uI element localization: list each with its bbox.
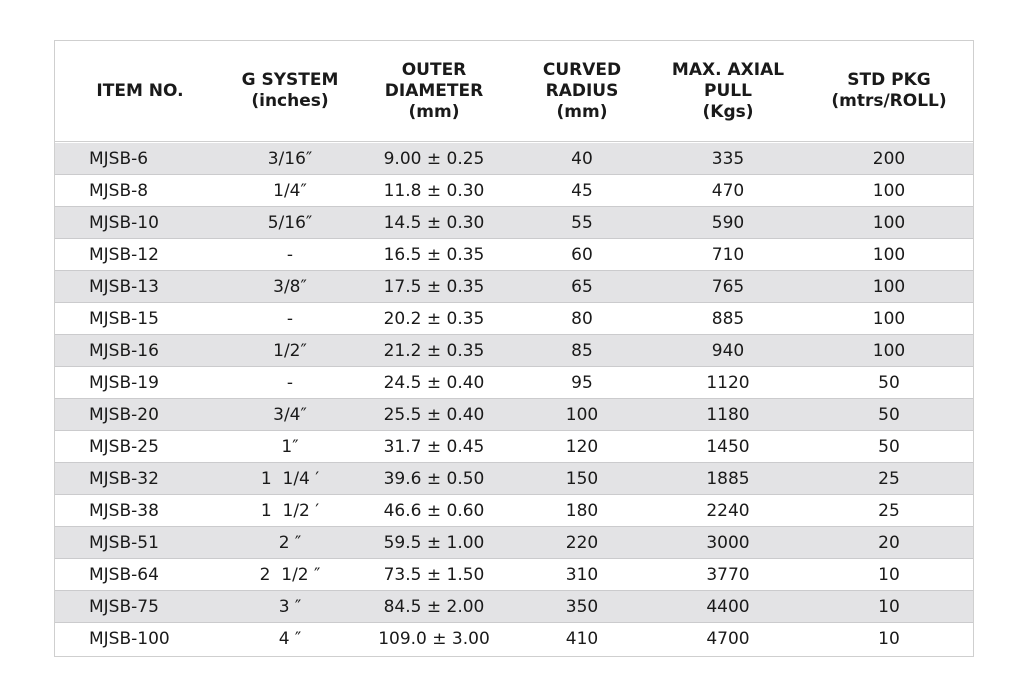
cell-max-axial-pull: 1180 [706, 404, 750, 425]
cell-max-axial-pull: 1120 [706, 372, 750, 393]
table-row [55, 623, 973, 655]
cell-max-axial-pull: 1450 [706, 436, 750, 457]
cell-curved-radius: 60 [571, 244, 593, 265]
table-row [55, 367, 973, 399]
cell-curved-radius: 410 [565, 629, 599, 649]
cell-curved-radius: 85 [571, 340, 593, 361]
cell-g-system: - [286, 372, 294, 393]
table-row [55, 591, 973, 623]
cell-curved-radius: 220 [565, 532, 599, 553]
cell-std-pkg: 10 [878, 629, 900, 649]
cell-std-pkg: 50 [878, 404, 900, 425]
cell-std-pkg: 25 [878, 468, 900, 489]
header-item-no: ITEM NO. [96, 80, 184, 101]
cell-std-pkg: 50 [878, 436, 900, 457]
cell-max-axial-pull: 2240 [706, 500, 750, 521]
cell-curved-radius: 120 [565, 436, 599, 457]
header-std-pkg: STD PKG (mtrs/ROLL) [831, 70, 947, 111]
table-row [55, 559, 973, 591]
cell-curved-radius: 65 [571, 276, 593, 297]
cell-outer-diameter: 9.00 ± 0.25 [383, 148, 485, 169]
cell-curved-radius: 80 [571, 308, 593, 329]
cell-outer-diameter: 39.6 ± 0.50 [383, 468, 485, 489]
cell-g-system: - [286, 308, 294, 329]
cell-curved-radius: 40 [571, 148, 593, 169]
cell-outer-diameter: 16.5 ± 0.35 [383, 244, 485, 265]
cell-outer-diameter: 24.5 ± 0.40 [383, 372, 485, 393]
cell-item-no: MJSB-10 [89, 212, 159, 233]
cell-std-pkg: 20 [878, 532, 900, 553]
cell-max-axial-pull: 3000 [706, 532, 750, 553]
table-row [55, 239, 973, 271]
table-row [55, 527, 973, 559]
cell-item-no: MJSB-64 [89, 564, 159, 585]
cell-curved-radius: 100 [565, 404, 599, 425]
cell-g-system: 3/16″ [267, 148, 313, 169]
cell-g-system: 2 1/2 ″ [259, 564, 321, 585]
table-row [55, 463, 973, 495]
cell-item-no: MJSB-6 [89, 148, 149, 169]
table-row [55, 143, 973, 175]
cell-g-system: 1/4″ [273, 180, 307, 201]
cell-g-system: - [286, 244, 294, 265]
cell-g-system: 1 1/2 ′ [260, 500, 320, 521]
cell-outer-diameter: 73.5 ± 1.50 [383, 564, 485, 585]
cell-item-no: MJSB-13 [89, 276, 159, 297]
cell-item-no: MJSB-100 [89, 629, 170, 649]
cell-item-no: MJSB-75 [89, 596, 159, 617]
cell-std-pkg: 10 [878, 564, 900, 585]
table-row [55, 495, 973, 527]
cell-outer-diameter: 109.0 ± 3.00 [378, 629, 490, 649]
cell-g-system: 1 1/4 ′ [260, 468, 320, 489]
cell-g-system: 3 ″ [278, 596, 302, 617]
cell-g-system: 1″ [281, 436, 299, 457]
cell-max-axial-pull: 590 [711, 212, 745, 233]
cell-curved-radius: 310 [565, 564, 599, 585]
header-g-system: G SYSTEM (inches) [241, 70, 339, 111]
cell-std-pkg: 10 [878, 596, 900, 617]
cell-outer-diameter: 21.2 ± 0.35 [383, 340, 485, 361]
cell-std-pkg: 100 [872, 308, 906, 329]
cell-outer-diameter: 14.5 ± 0.30 [383, 212, 485, 233]
cell-item-no: MJSB-12 [89, 244, 159, 265]
cell-item-no: MJSB-38 [89, 500, 159, 521]
cell-max-axial-pull: 885 [711, 308, 745, 329]
cell-curved-radius: 350 [565, 596, 599, 617]
cell-g-system: 1/2″ [273, 340, 307, 361]
cell-max-axial-pull: 335 [711, 148, 745, 169]
cell-std-pkg: 50 [878, 372, 900, 393]
cell-curved-radius: 150 [565, 468, 599, 489]
table-row [55, 335, 973, 367]
table-row [55, 207, 973, 239]
header-curved-radius: CURVED RADIUS (mm) [542, 59, 622, 122]
cell-curved-radius: 95 [571, 372, 593, 393]
cell-std-pkg: 100 [872, 276, 906, 297]
cell-g-system: 3/4″ [273, 404, 307, 425]
table-row [55, 271, 973, 303]
header-max-axial-pull: MAX. AXIAL PULL (Kgs) [671, 59, 785, 122]
cell-curved-radius: 55 [571, 212, 593, 233]
cell-g-system: 3/8″ [273, 276, 307, 297]
cell-item-no: MJSB-15 [89, 308, 159, 329]
cell-item-no: MJSB-20 [89, 404, 159, 425]
cell-outer-diameter: 46.6 ± 0.60 [383, 500, 485, 521]
cell-outer-diameter: 11.8 ± 0.30 [383, 180, 485, 201]
cell-g-system: 2 ″ [278, 532, 302, 553]
cell-outer-diameter: 17.5 ± 0.35 [383, 276, 485, 297]
cell-g-system: 4 ″ [278, 629, 302, 649]
table-row [55, 175, 973, 207]
cell-outer-diameter: 25.5 ± 0.40 [383, 404, 485, 425]
cell-max-axial-pull: 4400 [706, 596, 750, 617]
table-body [55, 143, 973, 655]
cell-g-system: 5/16″ [267, 212, 313, 233]
cell-max-axial-pull: 710 [711, 244, 745, 265]
cell-curved-radius: 180 [565, 500, 599, 521]
table-row [55, 431, 973, 463]
cell-outer-diameter: 31.7 ± 0.45 [383, 436, 485, 457]
cell-item-no: MJSB-32 [89, 468, 159, 489]
cell-outer-diameter: 84.5 ± 2.00 [383, 596, 485, 617]
cell-outer-diameter: 59.5 ± 1.00 [383, 532, 485, 553]
cell-std-pkg: 100 [872, 340, 906, 361]
cell-outer-diameter: 20.2 ± 0.35 [383, 308, 485, 329]
cell-std-pkg: 25 [878, 500, 900, 521]
cell-item-no: MJSB-8 [89, 180, 149, 201]
cell-item-no: MJSB-16 [89, 340, 159, 361]
table-header-row [55, 41, 973, 142]
cell-curved-radius: 45 [571, 180, 593, 201]
cell-max-axial-pull: 470 [711, 180, 745, 201]
cell-std-pkg: 100 [872, 244, 906, 265]
header-outer-diameter: OUTER DIAMETER (mm) [384, 59, 484, 122]
cell-std-pkg: 100 [872, 212, 906, 233]
cell-std-pkg: 200 [872, 148, 906, 169]
cell-max-axial-pull: 765 [711, 276, 745, 297]
cell-max-axial-pull: 4700 [706, 629, 750, 649]
cell-max-axial-pull: 940 [711, 340, 745, 361]
table-row [55, 303, 973, 335]
cell-max-axial-pull: 1885 [706, 468, 750, 489]
cell-max-axial-pull: 3770 [706, 564, 750, 585]
table-row [55, 399, 973, 431]
spec-table [54, 40, 974, 657]
cell-item-no: MJSB-25 [89, 436, 159, 457]
cell-item-no: MJSB-51 [89, 532, 159, 553]
cell-item-no: MJSB-19 [89, 372, 159, 393]
cell-std-pkg: 100 [872, 180, 906, 201]
